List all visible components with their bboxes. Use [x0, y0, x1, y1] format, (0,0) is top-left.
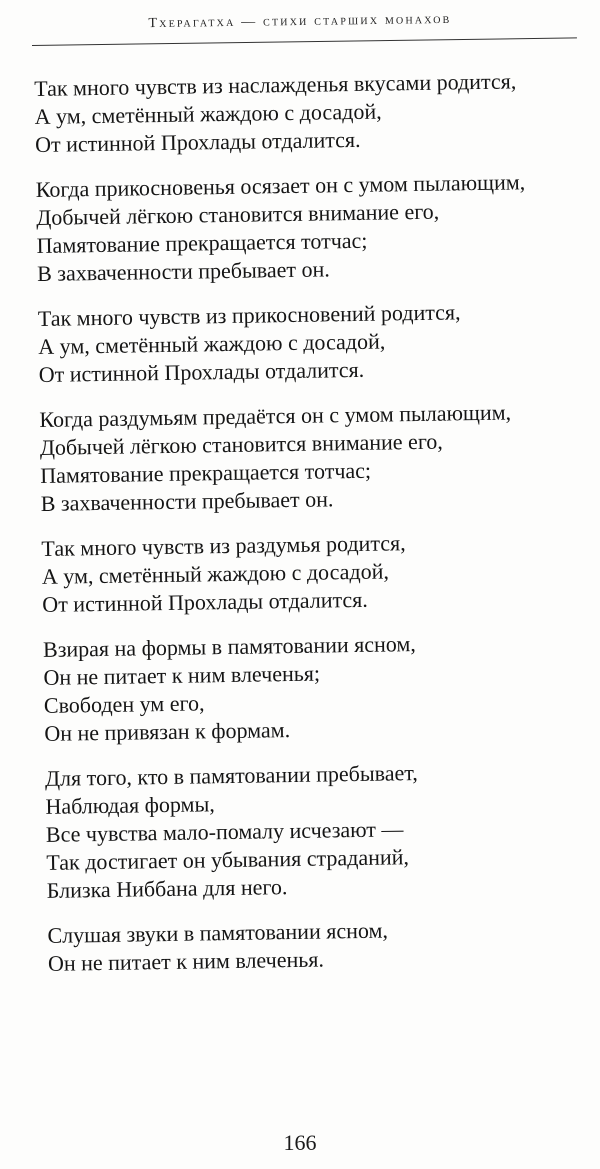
verse-line: От истинной Прохлады отдалится.	[34, 126, 361, 157]
verse-line: Так достигает он убывания страданий,	[46, 844, 410, 875]
verse-line: Свободен ум его,	[43, 690, 205, 718]
verse-line: Близка Ниббана для него.	[46, 874, 288, 903]
verse-line: Так много чувств из раздумья родится,	[41, 530, 406, 561]
verse-line: Слушая звуки в памятовании ясном,	[47, 917, 389, 948]
verse-line: А ум, сметённый жаждою с досадой,	[38, 328, 386, 359]
stanza	[41, 526, 600, 619]
verse-line: А ум, сметённый жаждою с досадой,	[41, 558, 390, 589]
page-number: 166	[283, 1130, 317, 1155]
stanza	[36, 167, 598, 288]
stanza	[43, 627, 600, 748]
verse-line: А ум, сметённый жаждою с досадой,	[34, 98, 382, 129]
verse-line: Так много чувств из наслажденья вкусами родится,	[34, 68, 517, 101]
header-rule	[32, 37, 577, 46]
stanza	[34, 66, 595, 159]
verse-line: Когда раздумьям предаётся он с умом пылающим,	[39, 399, 512, 432]
verse-line: Когда прикосновенья осязает он с умом пылающим,	[35, 169, 526, 202]
stanza	[38, 296, 599, 389]
verse-line: Добычей лёгкою становится внимание его,	[39, 428, 443, 460]
verse-line: Он не питает к ним влеченья;	[43, 660, 321, 690]
running-head: Тхерагатха — стихи старших монахов	[148, 11, 452, 32]
verse-line: Памятование прекращается тотчас;	[36, 227, 368, 258]
verse-line: Для того, кто в памятовании пребывает,	[44, 760, 418, 791]
verse-line: В захваченности пребывает он.	[40, 486, 334, 516]
stanza	[45, 756, 600, 905]
poem-text	[34, 66, 600, 995]
verse-line: Он не питает к ним влеченья.	[47, 946, 325, 976]
stanza	[47, 913, 600, 978]
verse-line: Он не привязан к формам.	[44, 717, 291, 746]
verse-line: Памятование прекращается тотчас;	[40, 457, 372, 488]
verse-line: Так много чувств из прикосновений родится,	[37, 299, 461, 331]
verse-line: Все чувства мало-помалу исчезают —	[45, 816, 404, 847]
verse-line: От истинной Прохлады отдалится.	[38, 356, 365, 387]
verse-line: В захваченности пребывает он.	[36, 256, 330, 286]
verse-line: Добычей лёгкою становится внимание его,	[36, 198, 440, 230]
verse-line: Наблюдая формы,	[45, 791, 215, 819]
stanza	[39, 397, 600, 518]
verse-line: Взирая на формы в памятовании ясном,	[42, 631, 417, 662]
verse-line: От истинной Прохлады отдалится.	[42, 586, 368, 617]
